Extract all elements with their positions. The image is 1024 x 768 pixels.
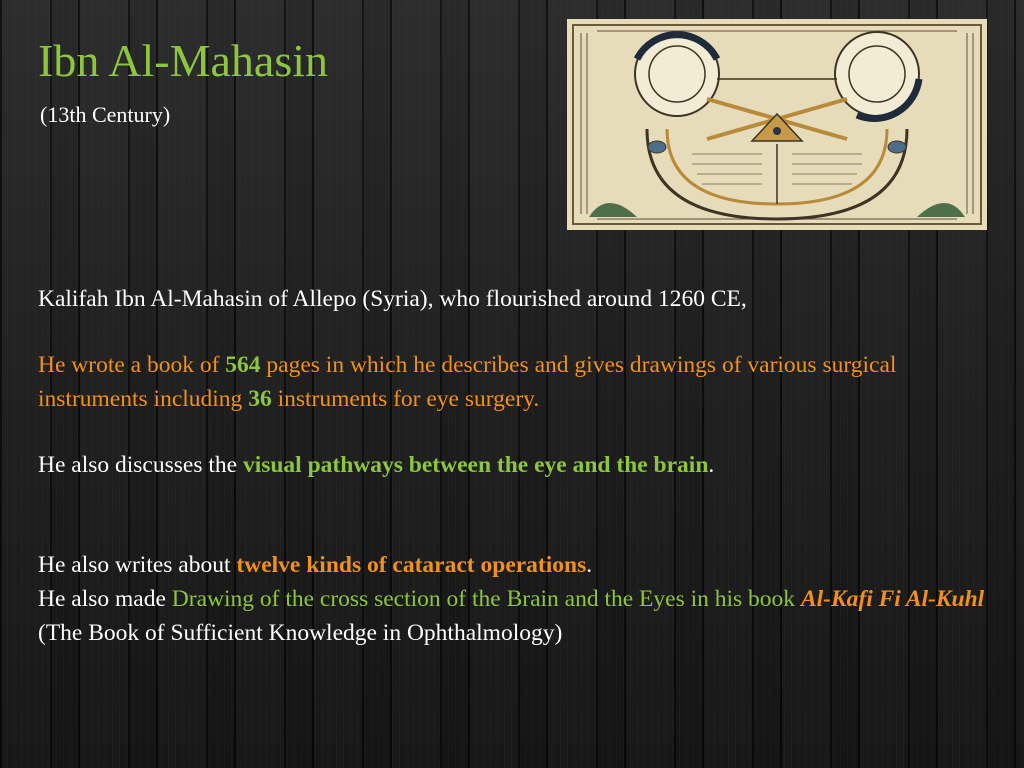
drawing-text-1: He also made	[38, 586, 172, 612]
slide-body	[38, 282, 998, 650]
manuscript-image	[567, 19, 987, 230]
book-text-2: pages in which he describes and gives drawings of various surgical instruments including	[38, 352, 897, 412]
pathways-highlight: visual pathways between the eye and the brain	[242, 452, 709, 478]
book-text-1: He wrote a book of	[38, 352, 226, 378]
paragraph-drawing	[38, 582, 998, 616]
book-title-translation: (The Book of Sufficient Knowledge in Ophthalmology)	[38, 620, 563, 646]
pathways-text-2: .	[708, 452, 715, 478]
paragraph-book	[38, 348, 998, 416]
paragraph-cataract	[38, 548, 998, 582]
paragraph-origin: Kalifah Ibn Al-Mahasin of Allepo (Syria), who flourished around 1260 CE,	[38, 286, 747, 312]
cataract-text-1: He also writes about	[38, 552, 237, 578]
cataract-text-2: .	[586, 552, 593, 578]
slide-subtitle: (13th Century)	[40, 102, 171, 127]
drawing-highlight: Drawing of the cross section of the Brain and the Eyes in his book	[171, 586, 801, 612]
pathways-text-1: He also discusses the	[38, 452, 243, 478]
book-title: Al-Kafi Fi Al-Kuhl	[800, 586, 985, 612]
book-text-3: instruments for eye surgery.	[271, 386, 540, 412]
slide-title: Ibn Al-Mahasin	[38, 35, 329, 86]
cataract-highlight: twelve kinds of cataract operations	[236, 552, 587, 578]
manuscript-illustration-icon	[567, 19, 987, 230]
instrument-count: 36	[248, 386, 272, 412]
page-count: 564	[225, 352, 261, 378]
paragraph-pathways	[38, 448, 998, 482]
